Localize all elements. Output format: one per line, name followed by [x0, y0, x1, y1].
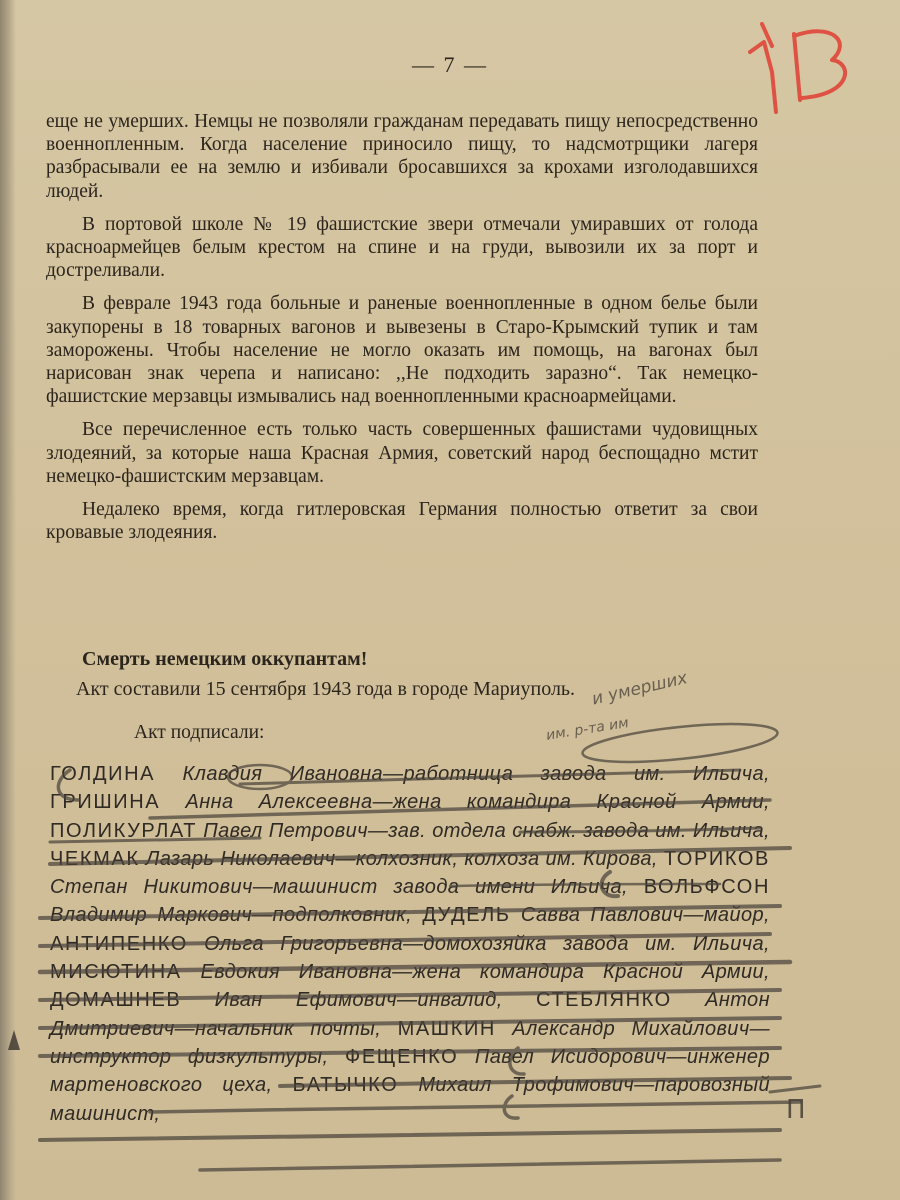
- signatory-surname: ЧЕКМАК: [50, 847, 140, 870]
- signatory-surname: АНТИПЕНКО: [50, 932, 188, 955]
- signatory-surname: ГРИШИНА: [50, 791, 161, 814]
- signatory-details: Евдокия Ивановна—жена командира Красной Армии,: [200, 961, 770, 984]
- signed-heading: Акт подписали:: [134, 722, 265, 743]
- signatory-surname: ПОЛИКУРЛАТ: [50, 819, 198, 842]
- paragraph: В портовой школе № 19 фашистские звери отмечали умиравших от голода красноармейцев белым крестом на спине и на груди, вывозили их за порт и достреливали.: [46, 213, 758, 282]
- paragraph: еще не умерших. Немцы не позволяли гражданам передавать пищу непосредственно военнопленным. Когда население приносило пищу, то надсмотрщики лагеря разбрасывали ее на землю и избивали бросавшихся за крохами изголодавшихся людей.: [46, 111, 758, 202]
- signatory: [50, 820, 770, 842]
- signatory-surname: ДУДЕЛЬ: [422, 904, 511, 927]
- signatory-details: Лазарь Николаевич—колхозник, колхоза им. Кирова,: [145, 847, 658, 870]
- scan-edge: [0, 0, 16, 1200]
- signatory-details: Савва Павлович—майор,: [520, 904, 770, 927]
- signatory-details: Анна Алексеевна—жена командира Красной Армии,: [185, 791, 770, 814]
- page-number: — 7 —: [412, 52, 488, 77]
- signatory-details: Степан Никитович—машинист завода имени Ильича,: [50, 876, 628, 899]
- signatory-details: Павел Исидорович—инженер мартеновского цеха,: [50, 1045, 770, 1097]
- signatory: [50, 848, 658, 870]
- signatory-surname: СТЕБЛЯНКО: [535, 989, 672, 1012]
- signatory-details: Антон Дмитриевич—начальник почты,: [50, 989, 770, 1040]
- paragraph: Недалеко время, когда гитлеровская Германия полностью ответит за свои кровавые злодеяния.: [46, 499, 758, 544]
- signatory-surname: МАШКИН: [397, 1017, 496, 1040]
- signatory-details: Иван Ефимович—инвалид,: [214, 989, 503, 1012]
- signatory-surname: ГОЛДИНА: [50, 763, 156, 785]
- act-date-line: Акт составили 15 сентября 1943 года в городе Мариуполь.: [76, 678, 576, 700]
- signatory: [50, 791, 770, 813]
- red-pencil-mark-drawing: [742, 12, 872, 122]
- signatory-details: Александр Михайлович—инструктор физкультуры,: [50, 1017, 770, 1068]
- signatory-surname: ТОРИКОВ: [663, 847, 770, 870]
- signatory-surname: ВОЛЬФСОН: [643, 876, 771, 899]
- signatory: [422, 904, 770, 926]
- body-paragraphs: [46, 110, 758, 554]
- signatory-details: Павел Петрович—зав. отдела снабж. завода им. Ильича,: [203, 819, 770, 842]
- signatory-details: Клавдия Ивановна—работница завода им. Ильича,: [182, 763, 770, 785]
- signatory: [50, 763, 770, 785]
- signatory: [50, 989, 503, 1011]
- signatory-surname: МИСЮТИНА: [50, 961, 182, 984]
- pencil-note: П: [786, 1095, 806, 1125]
- red-pencil-mark: [742, 12, 872, 122]
- slogan: Смерть немецким оккупантам!: [82, 648, 368, 670]
- paragraph: В феврале 1943 года больные и раненые военнопленные в одном белье были закупорены в 18 товарных вагонов и вывезены в Старо-Крымский тупик и там заморожены. Чтобы население не могло оказать им помощь, на вагонах был нарисован знак черепа и написано: ,,Не подходить заразно“. Так немецко-фашистские мерзавцы измывались над военнопленными красноармейцами.: [46, 293, 758, 408]
- paragraph: Все перечисленное есть только часть совершенных фашистами чудовищных злодеяний, за которые наша Красная Армия, советский народ беспощадно мстит немецко-фашистским мерзавцам.: [46, 419, 758, 487]
- signatory-surname: БАТЫЧКО: [292, 1074, 399, 1097]
- pencil-note: и умерших: [590, 668, 690, 710]
- signatory-surname: ФЕЩЕНКО: [345, 1045, 459, 1068]
- signatory: [50, 961, 770, 983]
- signatories-list: [50, 760, 770, 1128]
- signatory-details: Ольга Григорьевна—домохозяйка завода им. Ильича,: [204, 932, 771, 955]
- pencil-note: им. р-та им: [545, 714, 630, 744]
- signatory: [50, 933, 770, 955]
- signatory-details: Владимир Маркович—подполковник,: [50, 904, 413, 927]
- signatory-surname: ДОМАШНЕВ: [50, 989, 182, 1012]
- signatory-details: Михаил Трофимович—паровозный машинист,: [50, 1074, 770, 1125]
